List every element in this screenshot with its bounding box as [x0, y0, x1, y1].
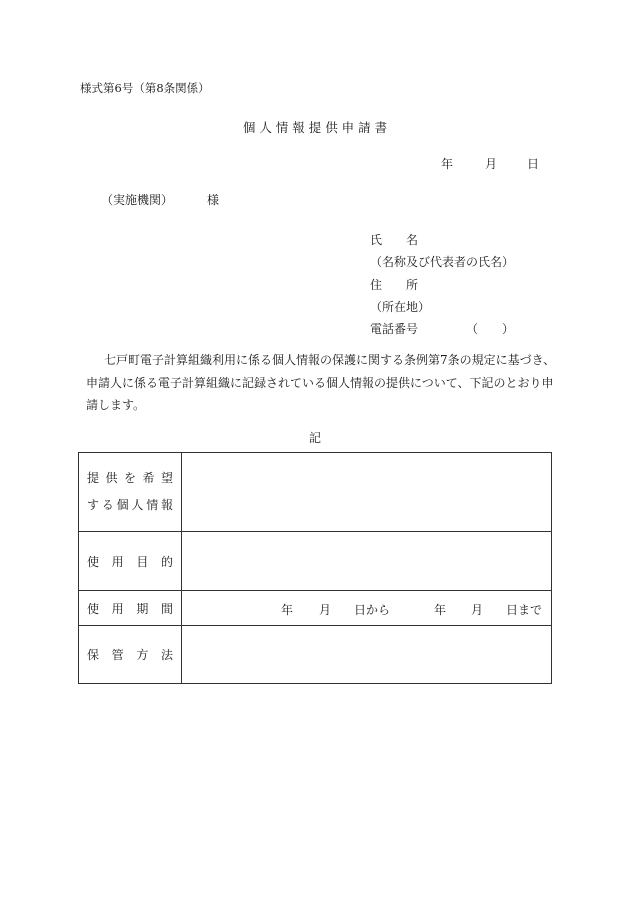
label-char: 希	[142, 471, 155, 485]
date-month: 月	[485, 157, 498, 171]
section-mark: 記	[308, 431, 321, 445]
label-purpose-of-use	[79, 532, 182, 591]
label-storage-method	[79, 626, 182, 684]
label-char: す	[87, 498, 100, 512]
table-row	[79, 626, 552, 684]
label-char: 期	[136, 601, 149, 616]
label-char: を	[123, 471, 136, 485]
value-purpose-of-use[interactable]	[182, 532, 552, 591]
request-details-table	[78, 452, 552, 684]
addressee-honorific: 様	[207, 193, 220, 207]
label-char: 的	[160, 554, 173, 569]
label-usage-period	[79, 591, 182, 626]
value-desired-information[interactable]	[182, 453, 552, 532]
label-char: 提	[87, 471, 100, 485]
label-char: 用	[111, 554, 124, 569]
applicant-name-note: （名称及び代表者の氏名）	[370, 255, 515, 269]
label-char: 間	[160, 601, 173, 616]
label-char: 望	[160, 471, 173, 485]
label-char: 供	[105, 471, 118, 485]
period-from-month: 月	[319, 603, 332, 617]
body-line-1: 七戸町電子計算組織利用に係る個人情報の保護に関する条例第7条の規定に基づき、	[104, 353, 556, 367]
applicant-phone-label: 電話番号	[370, 322, 419, 336]
label-char: 法	[160, 648, 173, 662]
request-body-text	[86, 349, 556, 417]
table-row	[79, 453, 552, 532]
applicant-address-label: 住 所	[370, 278, 419, 292]
period-to-year: 年	[434, 603, 447, 617]
date-day: 日	[527, 157, 540, 171]
applicant-name-label: 氏 名	[370, 233, 419, 247]
applicant-phone	[370, 320, 514, 337]
value-storage-method[interactable]	[182, 626, 552, 684]
label-char: る	[101, 498, 114, 512]
label-desired-information	[79, 453, 182, 532]
date-line	[441, 155, 539, 172]
table-row	[79, 591, 552, 626]
form-number: 様式第6号（第8条関係）	[80, 81, 210, 95]
label-char: 管	[111, 648, 124, 662]
label-char: 用	[111, 601, 124, 616]
body-line-2: 申請人に係る電子計算組織に記録されている個人情報の提供について、下記のとおり申	[86, 375, 554, 390]
period-to-day: 日まで	[506, 603, 543, 617]
addressee-organization: （実施機関）	[101, 193, 174, 207]
period-to-month: 月	[471, 603, 484, 617]
date-year: 年	[441, 157, 454, 171]
document-title: 個 人 情 報 提 供 申 請 書	[242, 120, 388, 135]
label-char: 報	[160, 498, 173, 512]
label-char: 個	[116, 498, 129, 512]
body-line-3: 請します。	[86, 398, 146, 412]
addressee	[101, 191, 219, 208]
label-char: 目	[136, 554, 149, 569]
value-usage-period[interactable]	[182, 591, 552, 626]
label-char: 情	[146, 498, 159, 512]
applicant-phone-paren: （ ）	[466, 322, 515, 336]
label-char: 使	[87, 601, 100, 616]
label-char: 方	[136, 648, 149, 662]
period-from-day: 日から	[354, 603, 391, 617]
label-char: 使	[87, 554, 100, 569]
label-char: 保	[87, 648, 100, 662]
table-row	[79, 532, 552, 591]
period-from-year: 年	[281, 603, 294, 617]
applicant-address-note: （所在地）	[370, 300, 431, 314]
label-char: 人	[131, 498, 144, 512]
